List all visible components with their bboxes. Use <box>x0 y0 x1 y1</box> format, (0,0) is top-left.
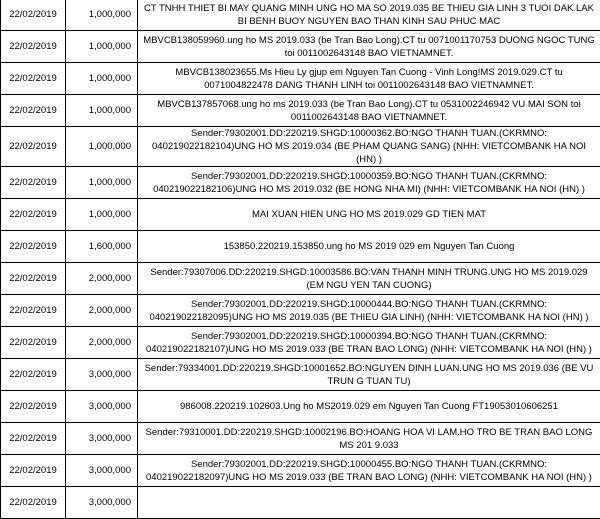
description-cell: Sender:79302001.DD:220219.SHGD:10000455.BO:NGO THANH TUAN.(CKRMNO: 040219022182097)UNG HO MS 2019.033 (BE TRAN BAO LONG) (NHH: VIETCOMBANK HA NOI (HN) ) <box>138 455 600 487</box>
donation-table-body <box>1 0 600 519</box>
date-cell: 22/02/2019 <box>1 231 66 263</box>
table-row <box>1 391 600 423</box>
amount-cell: 1,000,000 <box>66 167 138 199</box>
table-row <box>1 0 600 31</box>
description-cell: MBVCB138023655.Ms Hieu Ly gjup em Nguyen Tan Cuong - Vinh Long!MS 2019.029.CT tu 0071004822478 DANG THANH LINH toi 0011002643148 BAO VIETNAMNET. <box>138 63 600 95</box>
amount-cell: 1,600,000 <box>66 231 138 263</box>
description-cell: Sender:79302001.DD:220219.SHGD:10000359.BO:NGO THANH TUAN.(CKRMNO: 040219022182106)UNG HO MS 2019.032 (BE HONG NHA MI) (NHH: VIETCOMBANK HA NOI (HN) ) <box>138 167 600 199</box>
table-row <box>1 199 600 231</box>
date-cell: 22/02/2019 <box>1 31 66 63</box>
description-cell <box>138 487 600 519</box>
table-row <box>1 455 600 487</box>
description-cell: 153850.220219.153850.ung ho MS 2019 029 em Nguyen Tan Cuong <box>138 231 600 263</box>
date-cell: 22/02/2019 <box>1 359 66 391</box>
amount-cell: 3,000,000 <box>66 487 138 519</box>
table-row <box>1 423 600 455</box>
date-cell: 22/02/2019 <box>1 423 66 455</box>
description-cell: Sender:79310001.DD:220219.SHGD:10002196.BO:HOANG HOA VI LAM.HO TRO BE TRAN BAO LONG MS 201 9.033 <box>138 423 600 455</box>
table-row <box>1 231 600 263</box>
table-row <box>1 167 600 199</box>
table-row <box>1 295 600 327</box>
table-row <box>1 63 600 95</box>
date-cell: 22/02/2019 <box>1 63 66 95</box>
table-row <box>1 31 600 63</box>
amount-cell: 1,000,000 <box>66 199 138 231</box>
description-cell: 986008.220219.102603.Ung ho MS2019.029 em Nguyen Tan Cuong FT19053010606251 <box>138 391 600 423</box>
date-cell: 22/02/2019 <box>1 391 66 423</box>
date-cell: 22/02/2019 <box>1 199 66 231</box>
description-cell: Sender:79307006.DD:220219.SHGD:10003586.BO:VAN THANH MINH TRUNG.UNG HO MS 2019.029 (EM NGU YEN TAN CUONG) <box>138 263 600 295</box>
amount-cell: 2,000,000 <box>66 263 138 295</box>
date-cell: 22/02/2019 <box>1 0 66 31</box>
amount-cell: 1,000,000 <box>66 127 138 167</box>
description-cell: MBVCB137857068.ung ho ms 2019.033 (be Tran Bao Long).CT tu 0531002246942 VU MAI SON toi 0011002643148 BAO VIETNAMNET. <box>138 95 600 127</box>
description-cell: Sender:79302001.DD:220219.SHGD:10000444.BO:NGO THANH TUAN.(CKRMNO: 040219022182095)UNG HO MS 2019.035 (BE THIEU GIA LINH) (NHH: VIETCOMBANK HA NOI (HN) ) <box>138 295 600 327</box>
table-row <box>1 95 600 127</box>
date-cell: 22/02/2019 <box>1 327 66 359</box>
date-cell: 22/02/2019 <box>1 455 66 487</box>
amount-cell: 1,000,000 <box>66 0 138 31</box>
amount-cell: 3,000,000 <box>66 359 138 391</box>
amount-cell: 1,000,000 <box>66 95 138 127</box>
amount-cell: 1,000,000 <box>66 63 138 95</box>
table-row <box>1 487 600 519</box>
table-row <box>1 327 600 359</box>
amount-cell: 3,000,000 <box>66 391 138 423</box>
description-cell: Sender:79302001.DD:220219.SHGD:10000362.BO:NGO THANH TUAN.(CKRMNO: 040219022182104)UNG HO MS 2019.034 (BE PHAM QUANG SANG) (NHH: VIETCOMBANK HA NOI (HN) ) <box>138 127 600 167</box>
date-cell: 22/02/2019 <box>1 127 66 167</box>
amount-cell: 2,000,000 <box>66 327 138 359</box>
amount-cell: 3,000,000 <box>66 423 138 455</box>
date-cell: 22/02/2019 <box>1 487 66 519</box>
table-row <box>1 263 600 295</box>
description-cell: CT TNHH THIET BI MAY QUANG MINH UNG HO MA SO 2019.035 BE THIEU GIA LINH 3 TUOI DAK LAK BI BENH BUOY NGUYEN BAO THAN KINH SAU PHUC MAC <box>138 0 600 31</box>
date-cell: 22/02/2019 <box>1 295 66 327</box>
description-cell: MAI XUAN HIEN UNG HO MS 2019.029 GD TIEN MAT <box>138 199 600 231</box>
table-row <box>1 359 600 391</box>
date-cell: 22/02/2019 <box>1 263 66 295</box>
amount-cell: 2,000,000 <box>66 295 138 327</box>
date-cell: 22/02/2019 <box>1 95 66 127</box>
description-cell: MBVCB138059960.ung ho MS 2019.033 (be Tran Bao Long).CT tu 0071001170753 DUONG NGOC TUNG toi 0011002643148 BAO VIETNAMNET. <box>138 31 600 63</box>
amount-cell: 1,000,000 <box>66 31 138 63</box>
table-row <box>1 127 600 167</box>
amount-cell: 3,000,000 <box>66 455 138 487</box>
description-cell: Sender:79334001.DD:220219.SHGD:10001652.BO:NGUYEN DINH LUAN.UNG HO MS 2019.036 (BE VU TRUN G TUAN TU) <box>138 359 600 391</box>
date-cell: 22/02/2019 <box>1 167 66 199</box>
description-cell: Sender:79302001.DD:220219.SHGD:10000394.BO:NGO THANH TUAN.(CKRMNO: 040219022182107)UNG HO MS 2019.033 (BE TRAN BAO LONG) (NHH: VIETCOMBANK HA NOI (HN) ) <box>138 327 600 359</box>
